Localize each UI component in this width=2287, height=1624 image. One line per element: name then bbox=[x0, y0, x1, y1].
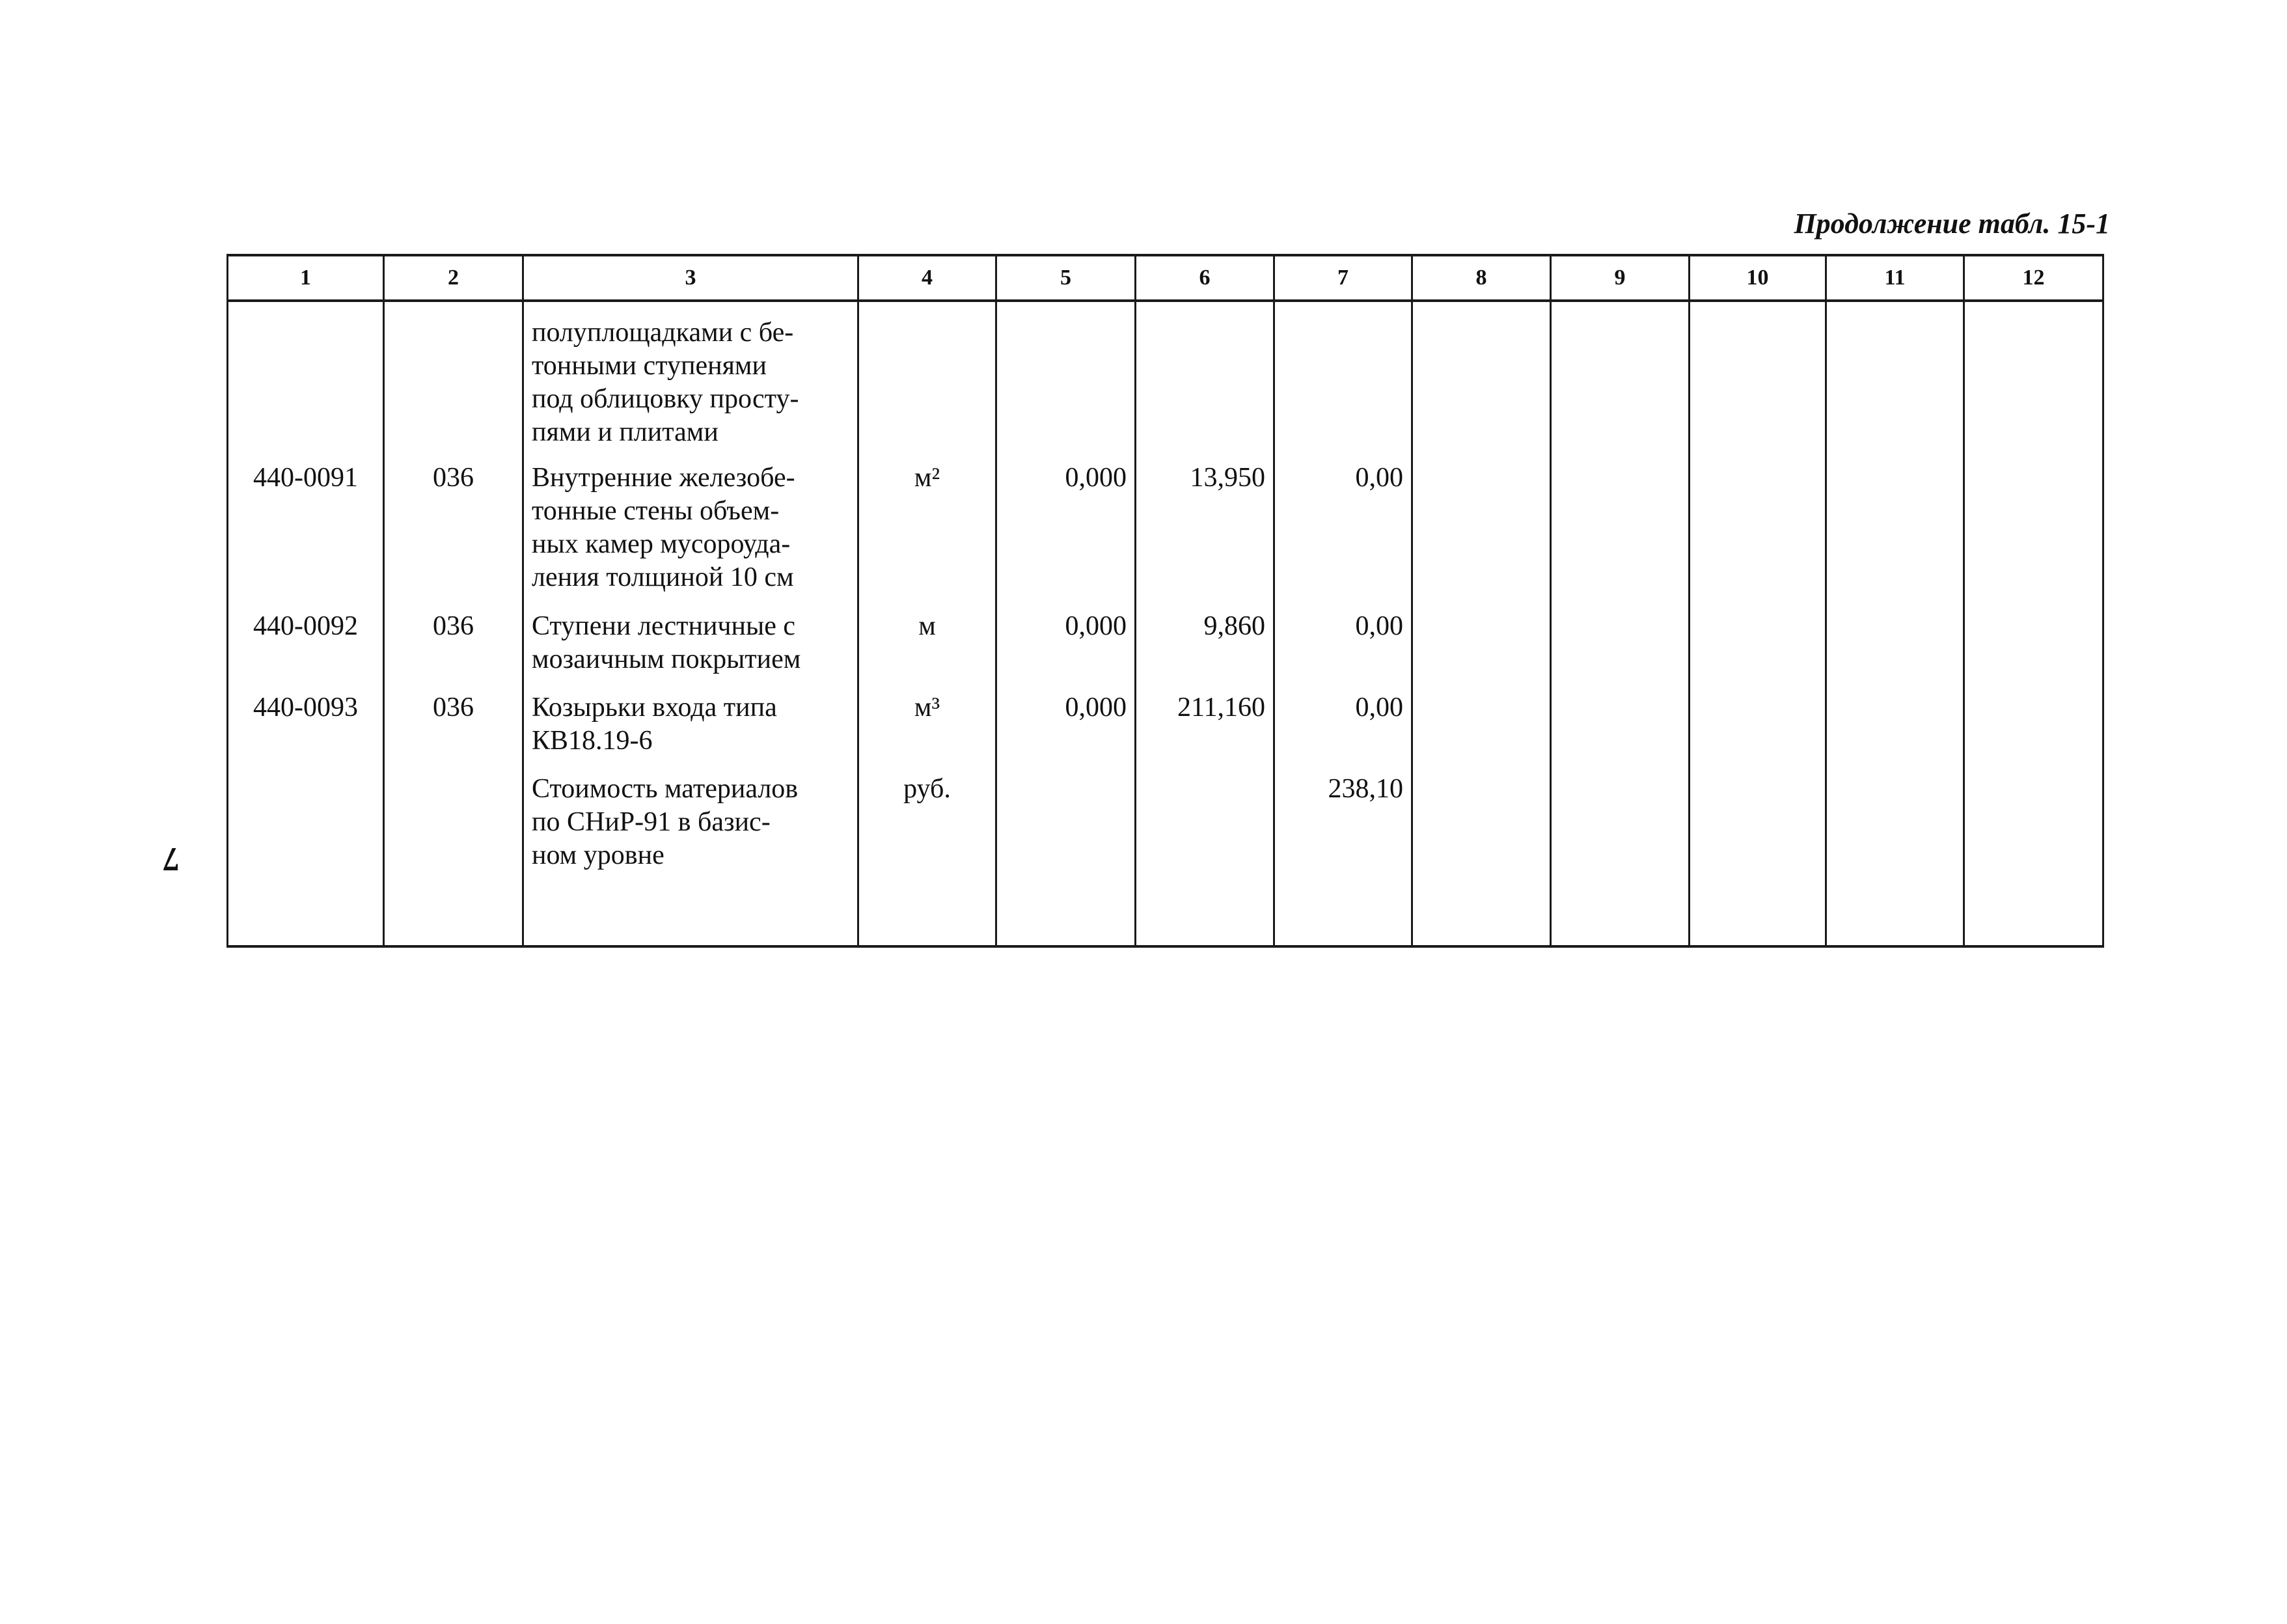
unit-cell: м² bbox=[858, 461, 996, 610]
description-line: тонные стены объем- bbox=[532, 496, 780, 526]
description-line: мозаичным покрытием bbox=[532, 644, 801, 674]
table-row bbox=[228, 691, 2103, 773]
column-header: 7 bbox=[1274, 255, 1412, 301]
description-line: Внутренние железобе- bbox=[532, 463, 795, 493]
description-line: Ступени лестничные с bbox=[532, 611, 796, 641]
table-row bbox=[228, 773, 2103, 946]
empty-cell bbox=[1964, 461, 2103, 610]
empty-cell bbox=[1551, 691, 1690, 773]
column-header: 6 bbox=[1136, 255, 1274, 301]
empty-cell bbox=[1412, 610, 1551, 691]
code-cell: 440-0092 bbox=[228, 610, 384, 691]
code-cell: 440-0093 bbox=[228, 691, 384, 773]
col7-cell: 0,00 bbox=[1274, 461, 1412, 610]
description-line: полуплощадками с бе- bbox=[532, 318, 794, 348]
empty-cell bbox=[1690, 301, 1826, 461]
description-line: под облицовку просту- bbox=[532, 384, 799, 414]
col5-cell: 0,000 bbox=[996, 610, 1136, 691]
unit-cell: м³ bbox=[858, 691, 996, 773]
unit-cell: м bbox=[858, 610, 996, 691]
col6-cell: 211,160 bbox=[1136, 691, 1274, 773]
empty-cell bbox=[1551, 610, 1690, 691]
empty-cell bbox=[1412, 461, 1551, 610]
description-line: Стоимость материалов bbox=[532, 774, 799, 804]
group-cell: 036 bbox=[384, 691, 523, 773]
col6-cell: 13,950 bbox=[1136, 461, 1274, 610]
description-line: по СНиР-91 в базис- bbox=[532, 807, 771, 837]
code-cell bbox=[228, 773, 384, 946]
description-line: Козырьки входа типа bbox=[532, 693, 777, 723]
price-table bbox=[226, 254, 2104, 948]
column-header: 8 bbox=[1412, 255, 1551, 301]
empty-cell bbox=[1690, 610, 1826, 691]
group-cell bbox=[384, 301, 523, 461]
column-header: 4 bbox=[858, 255, 996, 301]
code-cell bbox=[228, 301, 384, 461]
empty-cell bbox=[1826, 773, 1964, 946]
empty-cell bbox=[1690, 773, 1826, 946]
column-header: 12 bbox=[1964, 255, 2103, 301]
description-cell bbox=[523, 610, 858, 691]
empty-cell bbox=[1690, 691, 1826, 773]
unit-cell: руб. bbox=[858, 773, 996, 946]
column-header: 9 bbox=[1551, 255, 1690, 301]
empty-cell bbox=[1551, 301, 1690, 461]
empty-cell bbox=[1551, 461, 1690, 610]
code-cell: 440-0091 bbox=[228, 461, 384, 610]
description-cell bbox=[523, 773, 858, 946]
empty-cell bbox=[1964, 691, 2103, 773]
description-line: тонными ступенями bbox=[532, 351, 767, 381]
empty-cell bbox=[1826, 461, 1964, 610]
column-header: 10 bbox=[1690, 255, 1826, 301]
column-header: 2 bbox=[384, 255, 523, 301]
empty-cell bbox=[1964, 610, 2103, 691]
column-header: 3 bbox=[523, 255, 858, 301]
group-cell bbox=[384, 773, 523, 946]
col5-cell: 0,000 bbox=[996, 461, 1136, 610]
column-header: 5 bbox=[996, 255, 1136, 301]
col5-cell bbox=[996, 773, 1136, 946]
col7-cell: 238,10 bbox=[1274, 773, 1412, 946]
col6-cell bbox=[1136, 773, 1274, 946]
empty-cell bbox=[1412, 691, 1551, 773]
description-cell bbox=[523, 461, 858, 610]
col7-cell: 0,00 bbox=[1274, 691, 1412, 773]
col7-cell: 0,00 bbox=[1274, 610, 1412, 691]
col5-cell bbox=[996, 301, 1136, 461]
col5-cell: 0,000 bbox=[996, 691, 1136, 773]
table-row bbox=[228, 461, 2103, 610]
col6-cell: 9,860 bbox=[1136, 610, 1274, 691]
description-cell bbox=[523, 691, 858, 773]
col7-cell bbox=[1274, 301, 1412, 461]
unit-cell bbox=[858, 301, 996, 461]
empty-cell bbox=[1412, 301, 1551, 461]
group-cell: 036 bbox=[384, 461, 523, 610]
col6-cell bbox=[1136, 301, 1274, 461]
page-number: 7 bbox=[163, 840, 180, 877]
description-line: ном уровне bbox=[532, 840, 664, 870]
empty-cell bbox=[1412, 773, 1551, 946]
empty-cell bbox=[1826, 610, 1964, 691]
description-line: ления толщиной 10 см bbox=[532, 562, 794, 592]
group-cell: 036 bbox=[384, 610, 523, 691]
description-line: ных камер мусороуда- bbox=[532, 529, 791, 559]
table-caption: Продолжение табл. 15-1 bbox=[1794, 208, 2110, 240]
empty-cell bbox=[1826, 301, 1964, 461]
empty-cell bbox=[1826, 691, 1964, 773]
empty-cell bbox=[1690, 461, 1826, 610]
description-line: пями и плитами bbox=[532, 417, 719, 447]
description-cell bbox=[523, 301, 858, 461]
empty-cell bbox=[1964, 773, 2103, 946]
description-line: КВ18.19-6 bbox=[532, 726, 653, 756]
empty-cell bbox=[1551, 773, 1690, 946]
empty-cell bbox=[1964, 301, 2103, 461]
table-row bbox=[228, 610, 2103, 691]
column-header: 11 bbox=[1826, 255, 1964, 301]
header-row bbox=[228, 255, 2103, 301]
table-row bbox=[228, 301, 2103, 461]
column-header: 1 bbox=[228, 255, 384, 301]
